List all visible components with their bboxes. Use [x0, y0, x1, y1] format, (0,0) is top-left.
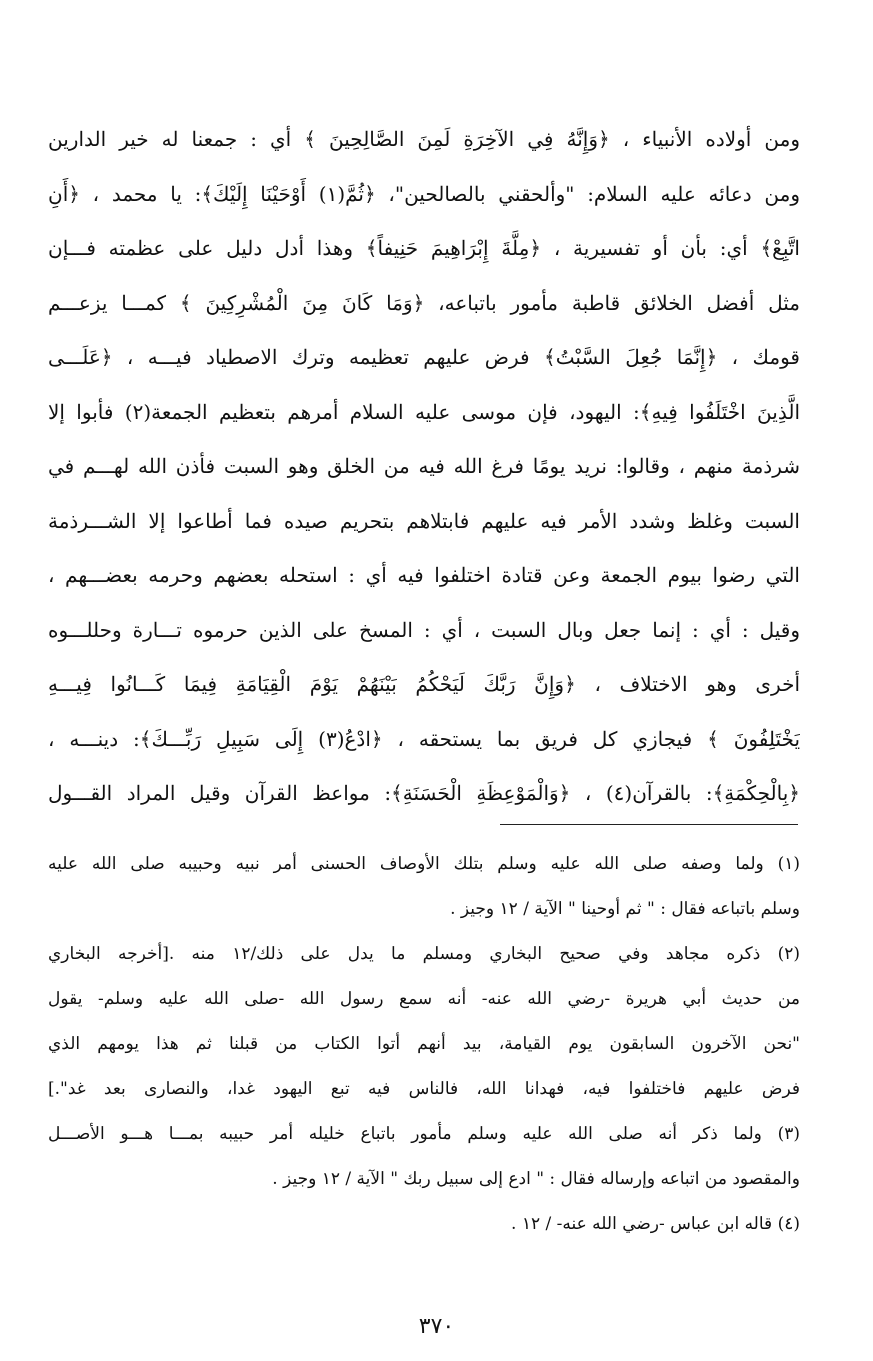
- footnote-line: (٤) قاله ابن عباس -رضي الله عنه- / ١٢ .: [511, 1214, 800, 1234]
- body-line: ﴿بِالْحِكْمَةِ﴾: بالقرآن(٤) ، ﴿وَالْمَوْعِظَةِ الْحَسَنَةِ﴾: مواعظ القرآن وقيل المراد القـــول: [48, 781, 800, 805]
- body-line: أخرى وهو الاختلاف ، ﴿وَإِنَّ رَبَّكَ لَيَحْكُمُ بَيْنَهُمْ يَوْمَ الْقِيَامَةِ فِيمَا كَـــانُوا فِيـــهِ: [48, 672, 800, 696]
- body-line: ومن أولاده الأنبياء ، ﴿وَإِنَّهُ فِي الآخِرَةِ لَمِنَ الصَّالِحِينَ ﴾ أي : جمعنا له خير الدارين: [48, 127, 800, 151]
- footnote-4: [48, 1202, 800, 1247]
- footnote-line: (٣) ولما ذكر أنه صلى الله عليه وسلم مأمور باتباع خليله أمر حبيبه بمـــا هـــو الأصـــل: [48, 1124, 800, 1144]
- footnote-line: والمقصود من اتباعه وإرساله فقال : " ادع إلى سبيل ربك " الآية / ١٢ وجيز .: [272, 1169, 800, 1189]
- footnote-line: وسلم باتباعه فقال : " ثم أوحينا " الآية / ١٢ وجيز .: [450, 899, 800, 919]
- footnote-1: [48, 842, 800, 932]
- body-line: وقيل : أي : إنما جعل وبال السبت ، أي : المسخ على الذين حرموه تـــارة وحللـــوه: [48, 617, 800, 642]
- footnote-divider: [500, 824, 798, 825]
- body-line: شرذمة منهم ، وقالوا: نريد يومًا فرغ الله فيه من الخلق وهو السبت فأذن الله لهـــم في: [48, 454, 800, 478]
- body-line: السبت وغلظ وشدد الأمر فيه عليهم فابتلاهم بتحريم صيده فما أطاعوا إلا الشـــرذمة: [48, 508, 800, 533]
- page-number: ٣٧٠: [418, 1314, 455, 1339]
- body-line: يَخْتَلِفُونَ ﴾ فيجازي كل فريق بما يستحقه ، ﴿ادْعُ(٣) إِلَى سَبِيلِ رَبِّـــكَ﴾: دينـــه ،: [48, 726, 800, 751]
- footnote-2: [48, 932, 800, 1112]
- body-line: التي رضوا بيوم الجمعة وعن قتادة اختلفوا فيه أي : استحله بعضهم وحرمه بعضـــهم ،: [48, 563, 800, 587]
- footnote-line: "نحن الآخرون السابقون يوم القيامة، بيد أنهم أتوا الكتاب من قبلنا ثم هذا يومهم الذي: [48, 1034, 800, 1054]
- main-text: [48, 112, 800, 821]
- footnotes: [48, 842, 800, 1247]
- footnote-line: من حديث أبي هريرة -رضي الله عنه- أنه سمع رسول الله -صلى الله عليه وسلم- يقول: [48, 989, 800, 1009]
- body-line: قومك ، ﴿إِنَّمَا جُعِلَ السَّبْتُ﴾ فرض عليهم تعظيمه وترك الاصطياد فيـــه ، ﴿عَلَـــى: [48, 345, 800, 369]
- body-line: الَّذِينَ اخْتَلَفُوا فِيهِ﴾: اليهود، فإن موسى عليه السلام أمرهم بتعظيم الجمعة(٢) فأبوا إلا: [48, 399, 800, 424]
- footnote-line: (٢) ذكره مجاهد وفي صحيح البخاري ومسلم ما يدل على ذلك/١٢ منه .[أخرجه البخاري: [48, 944, 800, 964]
- body-line: ومن دعائه عليه السلام: "وألحقني بالصالحين"، ﴿ثُمَّ(١) أَوْحَيْنَا إِلَيْكَ﴾: يا محمد ، ﴿أَنِ: [48, 181, 800, 206]
- body-line: اتَّبِعْ﴾ أي: بأن أو تفسيرية ، ﴿مِلَّةَ إِبْرَاهِيمَ حَنِيفاً﴾ وهذا أدل دليل على عظمته فـــإن: [48, 236, 800, 260]
- footnote-3: [48, 1112, 800, 1202]
- body-line: مثل أفضل الخلائق قاطبة مأمور باتباعه، ﴿وَمَا كَانَ مِنَ الْمُشْرِكِينَ ﴾ كمـــا يزعـــم: [48, 290, 800, 315]
- footnote-line: فرض عليهم فاختلفوا فيه، فهدانا الله، فالناس فيه تبع اليهود غدا، والنصارى بعد غد".]: [48, 1079, 800, 1099]
- footnote-line: (١) ولما وصفه صلى الله عليه وسلم بتلك الأوصاف الحسنى أمر نبيه وحبيبه صلى الله عليه: [48, 854, 800, 874]
